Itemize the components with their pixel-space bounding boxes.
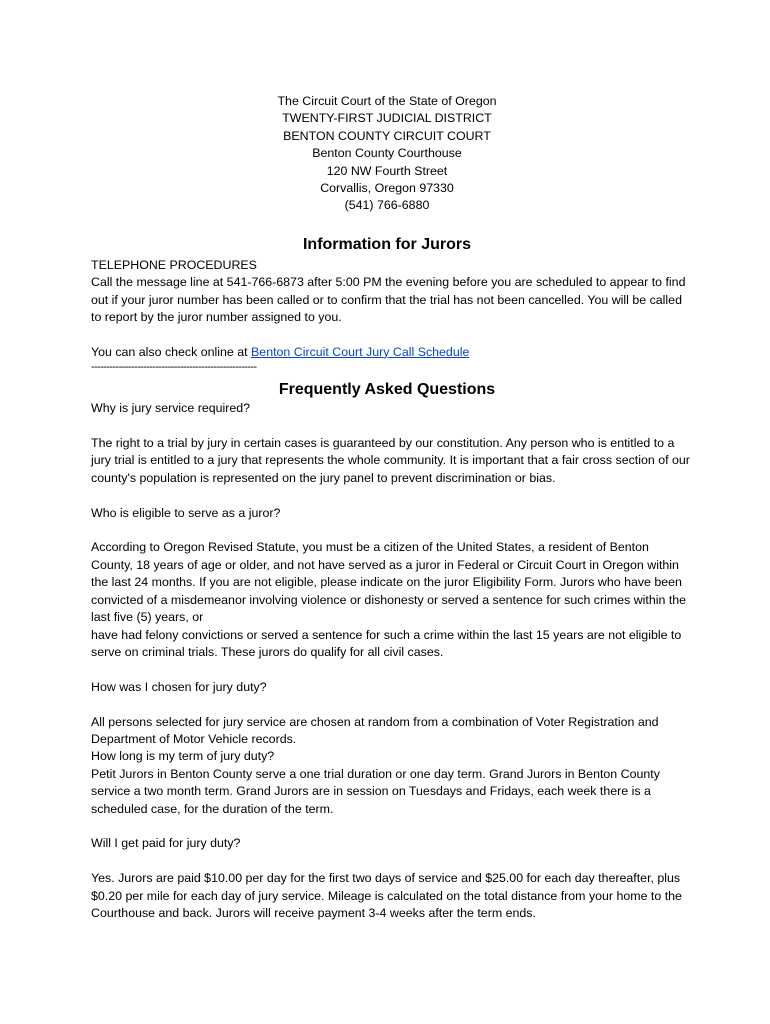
spacer (91, 522, 691, 539)
header-district: TWENTY-FIRST JUDICIAL DISTRICT (282, 111, 492, 126)
faq-answer-eligible-part1: According to Oregon Revised Statute, you must be a citizen of the United States, a resident of Benton County, 18 years of age or older, and not have served as a juror in Federal or Circuit Court in Oregon within the last 24 months. If you are not eligible, please indicate on the juror Eligibility Form. Jurors who have been convicted of a misdemeanor involving violence or dishonesty or served a sentence for such crimes within the last five (5) years, or (91, 540, 687, 625)
header-courthouse: Benton County Courthouse (312, 146, 462, 161)
telephone-procedures-text: Call the message line at 541-766-6873 after 5:00 PM the evening before you are scheduled to appear to find out if your juror number has been called or to confirm that the trial has not been cancelled. You will be called to report by the juror number assigned to you. (91, 275, 686, 325)
header-city: Corvallis, Oregon 97330 (320, 181, 454, 196)
spacer (91, 418, 691, 435)
header-street: 120 NW Fourth Street (326, 163, 448, 178)
faq-answer-why-required: The right to a trial by jury in certain cases is guaranteed by our constitution. Any person who is entitled to a jury trial is entitled to a jury that represents the whole community. It is important that a fair cross section of our county's population is represented on the jury panel to prevent discrimination or bias. (91, 436, 690, 485)
faq-question-paid: Will I get paid for jury duty? (91, 836, 241, 851)
spacer (91, 326, 691, 343)
faq-answer-paid: Yes. Jurors are paid $10.00 per day for the first two days of service and $25.00 for each day thereafter, plus $0.20 per mile for each day of jury service. Mileage is calculated on the total distance from your home to the Courthouse and back. Jurors will receive payment 3-4 weeks after the term ends. (91, 871, 682, 920)
faq-answer-term: Petit Jurors in Benton County serve a one trial duration or one day term. Grand Jurors in Benton County service a two month term. Grand Jurors are in session on Tuesdays and Fridays, each week there is a scheduled case, for the duration of the term. (91, 766, 660, 816)
section-divider: ------------------------------------------------------ (91, 361, 257, 374)
court-header (83, 93, 691, 215)
spacer (91, 696, 691, 713)
header-county-court: BENTON COUNTY CIRCUIT COURT (283, 128, 491, 143)
spacer (91, 853, 691, 870)
document-page (91, 93, 691, 922)
header-court-name: The Circuit Court of the State of Oregon (277, 94, 497, 108)
faq-question-why-required: Why is jury service required? (91, 401, 251, 416)
faq-answer-chosen: All persons selected for jury service are chosen at random from a combination of Voter Registration and Department of Motor Vehicle records. (91, 714, 659, 746)
faq-question-eligible: Who is eligible to serve as a juror? (91, 505, 281, 520)
faq-answer-eligible-part2: have had felony convictions or served a sentence for such a crime within the last 15 years are not eligible to serve on criminal trials. These jurors do qualify for all civil cases. (91, 627, 682, 659)
jury-call-schedule-link[interactable]: Benton Circuit Court Jury Call Schedule (251, 344, 470, 359)
online-check-prefix: You can also check online at (91, 344, 252, 359)
faq-title: Frequently Asked Questions (278, 381, 496, 399)
faq-question-term: How long is my term of jury duty? (91, 749, 275, 764)
online-check-line (91, 344, 691, 361)
faq-question-chosen: How was I chosen for jury duty? (91, 679, 267, 694)
spacer (91, 487, 691, 504)
header-phone: (541) 766-6880 (344, 198, 430, 213)
info-title: Information for Jurors (302, 235, 471, 253)
spacer (91, 661, 691, 678)
telephone-procedures-label: TELEPHONE PROCEDURES (91, 257, 257, 272)
spacer (91, 818, 691, 835)
